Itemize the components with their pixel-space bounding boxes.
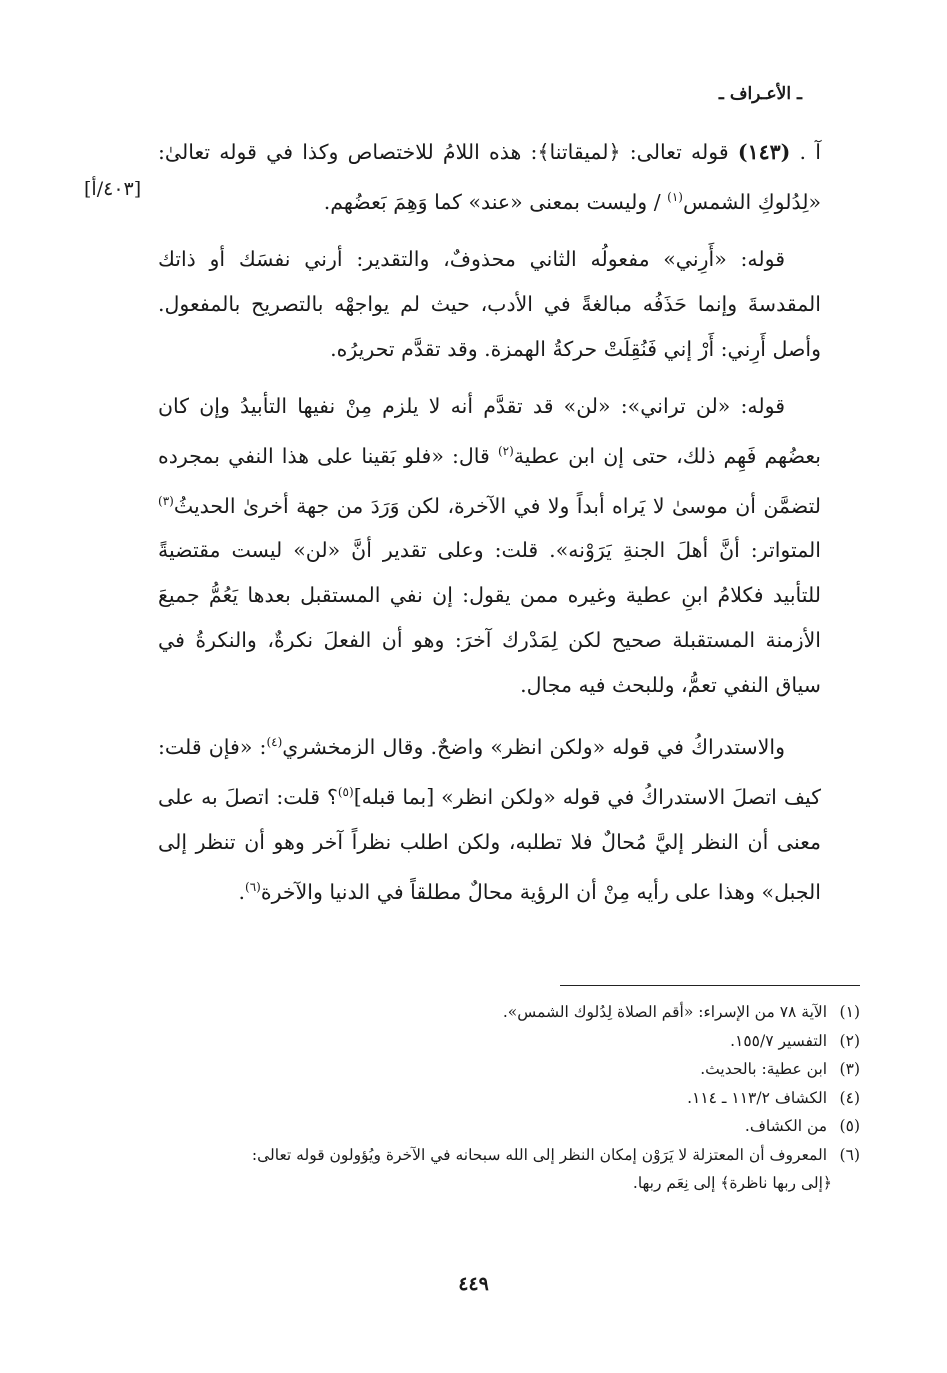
main-text bbox=[158, 130, 821, 927]
footnote-ref: (١) bbox=[667, 190, 683, 204]
paragraph-text-end: . bbox=[238, 879, 246, 904]
footnote-1 bbox=[160, 998, 860, 1027]
footnote-ref: (٦) bbox=[245, 880, 261, 895]
paragraph-text-end: / وليست بمعنى «عند» كما وَهِمَ بَعضُهم. bbox=[323, 189, 668, 214]
footnote-6-continuation: ﴿إلى ربها ناظرة﴾ إلى نِعَم ربها. bbox=[632, 1174, 832, 1192]
paragraph-text: قوله: «أَرِني» مفعولُه الثاني محذوفٌ، والتقدير: أرني نفسَك أو ذاتك المقدسةَ وإنما حَذَفُه مبالغةً في الأدب، حيث لم يواجهْه بالتصريح بالمفعول. وأصل أَرِني: أَرْ إني فَنُقِلَتْ حركةُ الهمزة. وقد تقدَّم تحريرُه. bbox=[158, 246, 821, 361]
footnote-text: الآية ٧٨ من الإسراء: «أقم الصلاة لِدُلوك الشمس». bbox=[502, 1003, 828, 1021]
footnote-ref: (٢) bbox=[497, 443, 514, 458]
footnote-text: من الكشاف. bbox=[744, 1117, 828, 1135]
manuscript-folio-reference: [٤٠٣/أ] bbox=[84, 178, 142, 200]
paragraph-text: : «فإن قلت: كيف اتصلَ الاستدراكُ في قوله «ولكن انظر» [بما قبله] bbox=[158, 735, 822, 810]
paragraph-text: قال: «فلو بَقينا على هذا النفي بمجرده لتضمَّن أن موسىٰ لا يَراه أبداً ولا في الآخرة، لكن وَرَدَ من جهة أخرىٰ الحديثُ bbox=[158, 443, 821, 518]
footnotes bbox=[160, 998, 860, 1198]
paragraph-lan-tarani bbox=[158, 384, 821, 709]
footnote-number: (٣) bbox=[839, 1060, 860, 1078]
footnote-6 bbox=[160, 1141, 860, 1170]
footnote-text: التفسير ١٥٥/٧. bbox=[730, 1031, 828, 1050]
paragraph-text: قوله: «لن تراني»: «لن» قد تقدَّم أنه لا يلزم مِنْ نفيها التأبيدُ وإن كان بعضُهم فَهِم ذلك، حتى إن ابن عطية bbox=[158, 393, 821, 468]
paragraph-text: والاستدراكُ في قوله «ولكن انظر» واضحٌ. وقال الزمخشري bbox=[282, 735, 785, 760]
footnote-ref: (٤) bbox=[266, 735, 283, 750]
paragraph-text: المتواتر: أنَّ أهلَ الجنةِ يَرَوْنه». قلت: وعلى تقدير أنَّ «لن» ليست مقتضيةً للتأبيد فكلامُ ابنِ عطية وغيره ممن يقول: إن نفي المستقبل بعدها يَعُمُّ جميعَ الأزمنة المستقبلة صحيح لكن لِمَدْرك آخرَ: وهو أن الفعلَ نكرةٌ، والنكرةُ في سياق النفي تعمُّ، وللبحث فيه مجال. bbox=[158, 538, 821, 698]
footnote-ref: (٣) bbox=[158, 493, 174, 508]
paragraph-istidrak bbox=[158, 720, 821, 914]
footnote-4 bbox=[160, 1084, 860, 1113]
paragraph-text: ؟ قلت: اتصلَ به على معنى أن النظر إليَّ مُحالٌ فلا تطلبه، ولكن اطلب نظراً آخر وهو أن تنظر إلى الجبل» وهذا على رأيه مِنْ أن الرؤية محالٌ مطلقاً في الدنيا والآخرة bbox=[158, 785, 821, 904]
paragraph-arini bbox=[158, 237, 821, 372]
footnote-text: ابن عطية: بالحديث. bbox=[700, 1060, 828, 1078]
footnote-number: (٤) bbox=[839, 1088, 860, 1107]
footnote-3 bbox=[160, 1055, 860, 1084]
footnote-number: (٥) bbox=[839, 1117, 860, 1135]
footnote-ref: (٥) bbox=[337, 785, 354, 800]
page-number: ٤٤٩ bbox=[458, 1273, 489, 1295]
paragraph-marker: آ . bbox=[799, 140, 821, 164]
footnote-2 bbox=[160, 1027, 860, 1056]
footnote-5 bbox=[160, 1112, 860, 1141]
footnote-number: (٢) bbox=[839, 1031, 860, 1050]
running-header: ـ الأعـراف ـ bbox=[718, 84, 802, 104]
footnote-number: (٦) bbox=[839, 1145, 860, 1164]
footnote-text: المعروف أن المعتزلة لا يَرَوْن إمكان النظر إلى الله سبحانه في الآخرة ويُؤولون قوله تعالى: bbox=[251, 1145, 828, 1164]
footnote-separator bbox=[560, 985, 860, 986]
verse-number: (١٤٣) bbox=[737, 140, 791, 164]
footnote-text: الكشاف ١١٣/٢ ـ ١١٤. bbox=[687, 1088, 828, 1107]
paragraph-text: قوله تعالى: ﴿لميقاتنا﴾: هذه اللامُ للاختصاص وكذا في قوله تعالىٰ: «لِدُلوكِ الشمس bbox=[158, 140, 821, 214]
paragraph-verse-143 bbox=[158, 130, 821, 225]
footnote-number: (١) bbox=[839, 1003, 860, 1021]
